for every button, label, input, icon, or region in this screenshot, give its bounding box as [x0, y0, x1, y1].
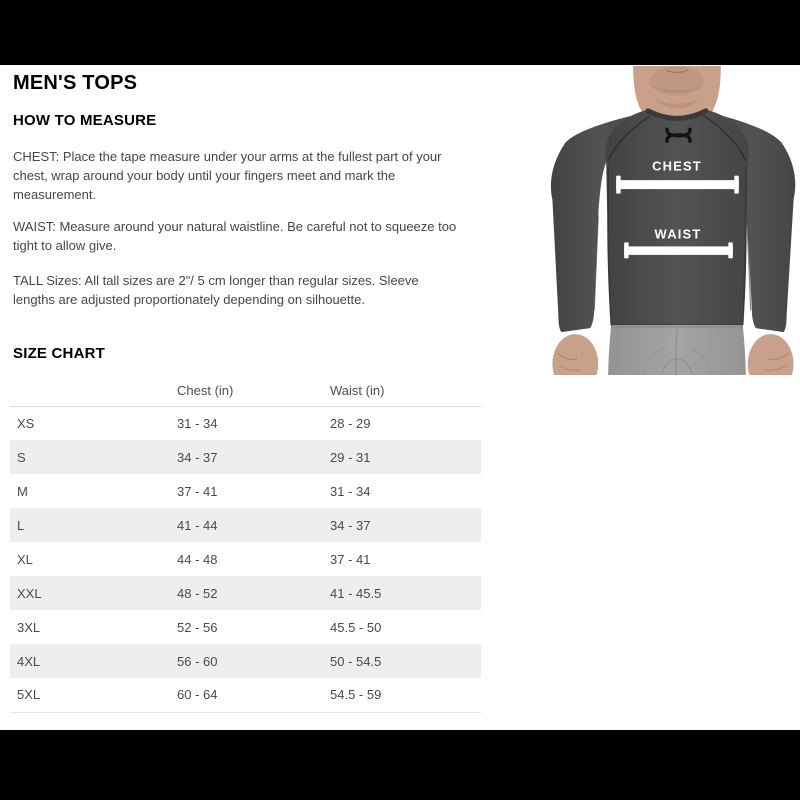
chest-column-header: Chest (in) — [177, 376, 330, 406]
size-cell: XXL — [17, 585, 42, 601]
size-cell: M — [17, 483, 28, 499]
table-row-3xl — [10, 610, 481, 644]
chest-instruction-text — [13, 147, 473, 204]
waist-cell: 31 - 34 — [330, 483, 371, 499]
size-cell: 4XL — [17, 653, 41, 669]
bottom-letterbox-bar — [0, 730, 800, 800]
fit-model-photo — [545, 66, 800, 375]
table-row-xxl — [10, 576, 481, 610]
waist-measure-label: WAIST — [654, 226, 702, 242]
size-cell: XL — [17, 551, 33, 567]
how-to-measure-heading: HOW TO MEASURE — [13, 112, 157, 129]
waist-cell: 34 - 37 — [330, 517, 371, 533]
size-cell: L — [17, 517, 25, 533]
chest-cell: 60 - 64 — [177, 678, 330, 712]
table-row-xl — [10, 542, 481, 576]
waist-cell: 37 - 41 — [330, 551, 371, 567]
model-illustration — [545, 66, 800, 375]
chest-cell: 41 - 44 — [177, 517, 218, 533]
table-header-row — [10, 376, 481, 406]
size-chart-heading: SIZE CHART — [13, 345, 105, 362]
instruction-line: lengths are adjusted proportionately depending on silhouette. — [13, 292, 365, 307]
size-column-header — [10, 376, 177, 406]
table-row-xs — [10, 406, 481, 440]
table-row-4xl — [10, 644, 481, 678]
waist-column-header: Waist (in) — [330, 376, 481, 406]
chest-cell: 56 - 60 — [177, 653, 218, 669]
size-cell: 3XL — [17, 619, 41, 635]
waist-cell: 29 - 31 — [330, 449, 371, 465]
waist-cell: 50 - 54.5 — [330, 653, 382, 669]
size-cell: 5XL — [10, 678, 177, 712]
waist-cell: 45.5 - 50 — [330, 619, 382, 635]
chest-cell: 34 - 37 — [177, 449, 218, 465]
chest-cell: 44 - 48 — [177, 551, 218, 567]
waist-cell: 28 - 29 — [330, 415, 371, 431]
chest-cell: 31 - 34 — [177, 415, 218, 431]
size-cell: XS — [17, 415, 35, 431]
top-letterbox-bar — [0, 0, 800, 65]
table-row-5xl — [10, 678, 481, 712]
instruction-line: chest, wrap around your body until your fingers meet and mark the — [13, 168, 396, 183]
size-cell: S — [17, 449, 26, 465]
table-row-s — [10, 440, 481, 474]
instruction-line: measurement. — [13, 187, 97, 202]
compression-shirt — [551, 110, 795, 332]
chest-cell: 37 - 41 — [177, 483, 218, 499]
size-chart-table — [10, 376, 481, 713]
instruction-line: TALL Sizes: All tall sizes are 2"/ 5 cm longer than regular sizes. Sleeve — [13, 273, 419, 288]
waist-instruction-text — [13, 217, 473, 255]
table-row-l — [10, 508, 481, 542]
instruction-line: CHEST: Place the tape measure under your arms at the fullest part of your — [13, 149, 442, 164]
instruction-line: WAIST: Measure around your natural waistline. Be careful not to squeeze too — [13, 219, 457, 234]
chest-cell: 48 - 52 — [177, 585, 218, 601]
waist-cell: 41 - 45.5 — [330, 585, 382, 601]
table-row-m — [10, 474, 481, 508]
tall-sizes-instruction-text — [13, 271, 473, 309]
chest-cell: 52 - 56 — [177, 619, 218, 635]
instruction-line: tight to allow give. — [13, 238, 117, 253]
page-title: MEN'S TOPS — [13, 72, 138, 94]
compression-shorts — [608, 325, 746, 375]
chest-measure-label: CHEST — [652, 158, 702, 174]
waist-cell: 54.5 - 59 — [330, 678, 481, 712]
